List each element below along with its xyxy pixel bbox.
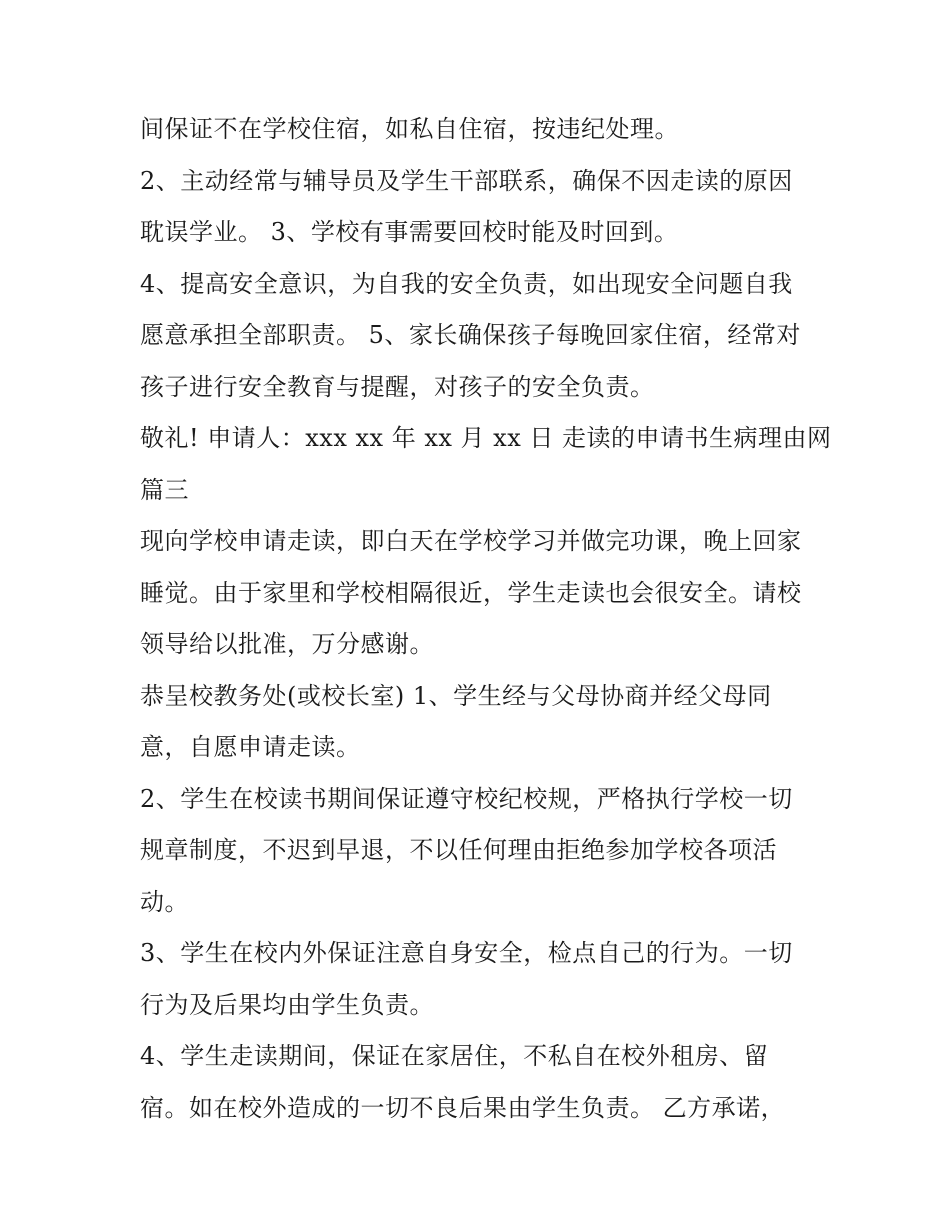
text-line: 间保证不在学校住宿，如私自住宿，按违纪处理。 bbox=[140, 115, 679, 143]
text-line: 睡觉。由于家里和学校相隔很近，学生走读也会很安全。请校 bbox=[140, 578, 802, 607]
text-line: 敬礼! 申请人：xxx xx 年 xx 月 xx 日 走读的申请书生病理由网 bbox=[140, 424, 832, 452]
text-line: 意，自愿申请走读。 bbox=[140, 733, 361, 761]
text-line: 耽误学业。 3、学校有事需要回校时能及时回到。 bbox=[140, 218, 679, 246]
text-line: 2、主动经常与辅导员及学生干部联系，确保不因走读的原因 bbox=[140, 166, 793, 195]
text-line: 3、学生在校内外保证注意自身安全，检点自己的行为。一切 bbox=[140, 939, 793, 967]
text-line: 2、学生在校读书期间保证遵守校纪校规，严格执行学校一切 bbox=[140, 784, 793, 813]
text-line: 动。 bbox=[140, 887, 189, 916]
text-line: 领导给以批准，万分感谢。 bbox=[140, 630, 434, 658]
text-line: 孩子进行安全教育与提醒，对孩子的安全负责。 bbox=[140, 372, 655, 401]
text-line: 恭呈校教务处(或校长室) 1、学生经与父母协商并经父母同 bbox=[140, 681, 772, 710]
document-body bbox=[140, 104, 832, 1134]
section-heading: 篇三 bbox=[140, 475, 189, 504]
text-line: 行为及后果均由学生负责。 bbox=[140, 990, 434, 1019]
text-line: 现向学校申请走读，即白天在学校学习并做完功课，晚上回家 bbox=[140, 527, 802, 555]
text-line: 宿。如在校外造成的一切不良后果由学生负责。 乙方承诺， bbox=[140, 1093, 786, 1122]
text-line: 愿意承担全部职责。 5、家长确保孩子每晚回家住宿，经常对 bbox=[140, 321, 801, 349]
text-line: 4、提高安全意识，为自我的安全负责，如出现安全问题自我 bbox=[140, 269, 793, 298]
text-line: 规章制度，不迟到早退，不以任何理由拒绝参加学校各项活 bbox=[140, 836, 777, 864]
text-line: 4、学生走读期间，保证在家居住，不私自在校外租房、留 bbox=[140, 1042, 769, 1070]
